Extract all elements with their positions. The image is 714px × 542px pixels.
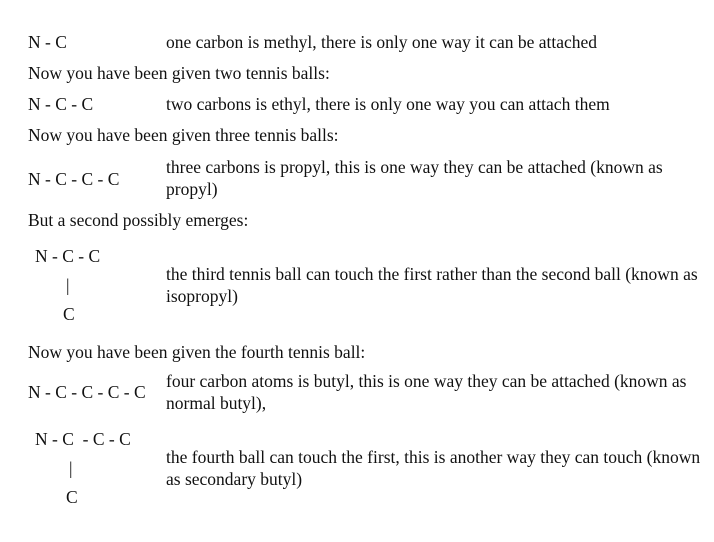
formula-secbutyl-branch: C [66, 487, 78, 507]
statement-two-balls: Now you have been given two tennis balls: [28, 63, 330, 83]
desc-propyl: three carbons is propyl, this is one way they can be attached (known as propyl) [166, 157, 663, 199]
formula-secbutyl-bond: | [69, 458, 73, 478]
desc-butyl: four carbon atoms is butyl, this is one way they can be attached (known as normal butyl), [166, 371, 687, 413]
formula-methyl: N - C [28, 32, 67, 52]
statement-three-balls: Now you have been given three tennis balls: [28, 125, 339, 145]
formula-secbutyl-main: N - C - C - C [35, 429, 131, 449]
desc-isopropyl: the third tennis ball can touch the first rather than the second ball (known as isopropyl) [166, 264, 698, 306]
formula-propyl: N - C - C - C [28, 169, 120, 189]
formula-ethyl: N - C - C [28, 94, 94, 114]
desc-methyl: one carbon is methyl, there is only one way it can be attached [166, 32, 598, 52]
formula-isopropyl-bond: | [66, 275, 70, 295]
statement-second-emerges: But a second possibly emerges: [28, 210, 249, 230]
formula-isopropyl-main: N - C - C [35, 246, 101, 266]
desc-ethyl: two carbons is ethyl, there is only one way you can attach them [166, 94, 610, 114]
formula-butyl: N - C - C - C - C [28, 382, 146, 402]
formula-isopropyl-branch: C [63, 304, 75, 324]
statement-fourth-ball: Now you have been given the fourth tennis ball: [28, 342, 366, 362]
desc-secbutyl: the fourth ball can touch the first, this is another way they can touch (known as secondary butyl) [166, 447, 701, 489]
